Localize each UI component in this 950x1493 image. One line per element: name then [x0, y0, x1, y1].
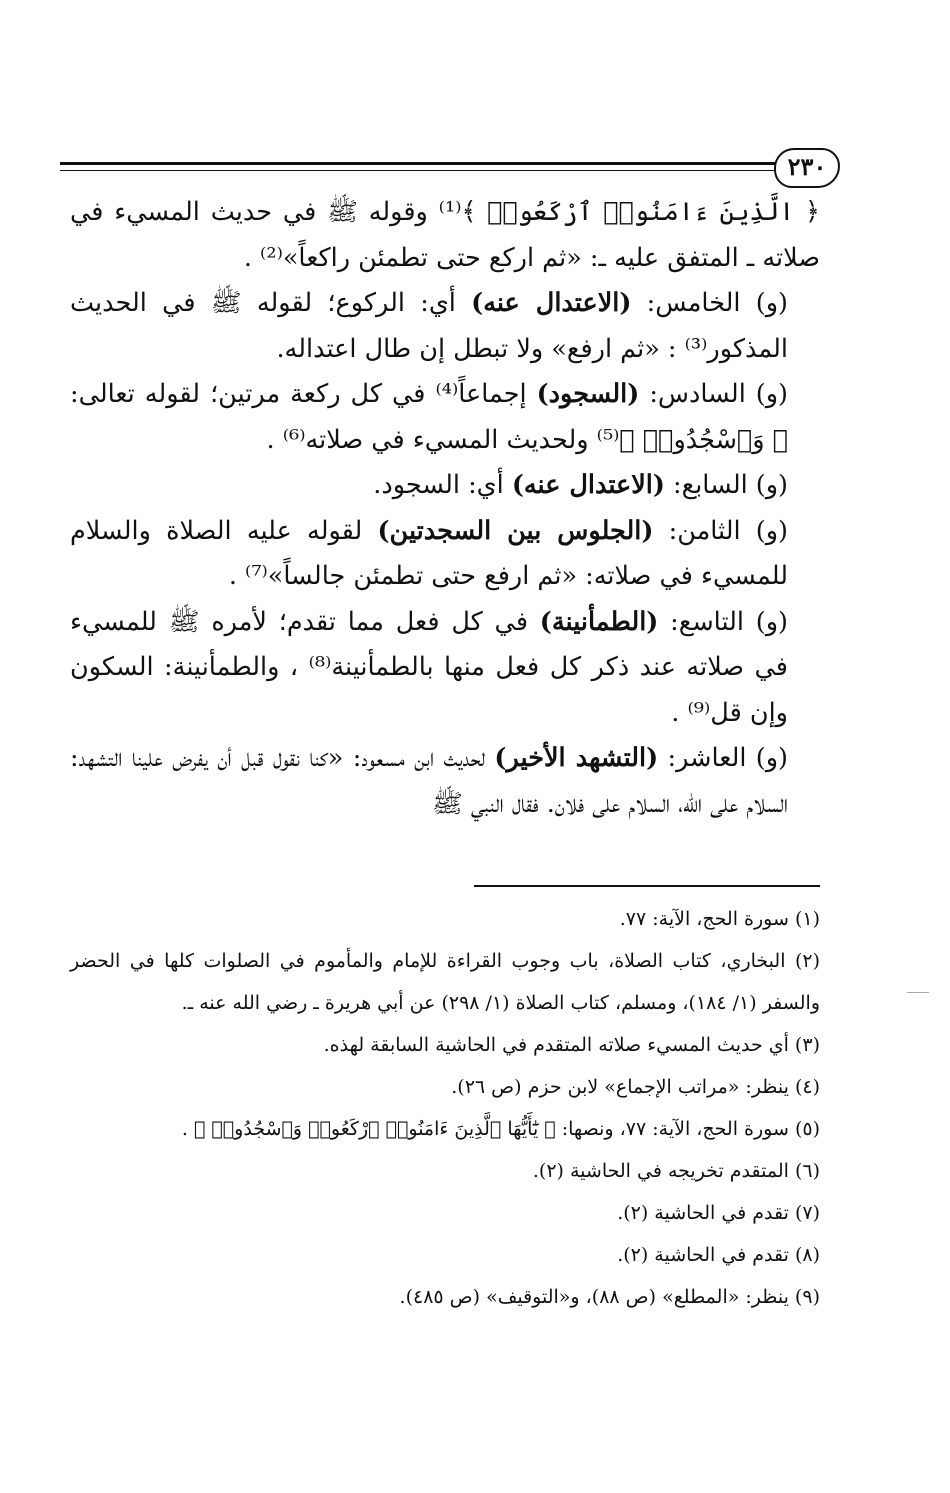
footnotes: [70, 898, 820, 1318]
header-rule-thin: [60, 170, 780, 171]
paragraph-sixth-pillar: (و) السادس: (السجود) إجماعاً⁽⁴⁾ في كل ركعة مرتين؛ لقوله تعالى: ﴿ وَٱسْجُدُوا۟ ﴾⁽⁵⁾ ولحديث المسيء في صلاته⁽⁶⁾ .: [70, 379, 788, 455]
footnote-4: (٤) ينظر: «مراتب الإجماع» لابن حزم (ص ٢٦).: [451, 1076, 820, 1098]
header-rule-thick: [60, 162, 780, 165]
footnote-3: (٣) أي حديث المسيء صلاته المتقدم في الحاشية السابقة لهذه.: [323, 1034, 820, 1056]
footnote-7: (٧) تقدم في الحاشية (٢).: [617, 1202, 820, 1224]
footnote-1: (١) سورة الحج، الآية: ٧٧.: [619, 908, 820, 930]
footnote-9: (٩) ينظر: «المطلع» (ص ٨٨)، و«التوقيف» (ص ٤٨٥).: [399, 1286, 820, 1308]
footnote-separator: [474, 885, 820, 887]
paragraph-ninth-pillar: (و) التاسع: (الطمأنينة) في كل فعل مما تقدم؛ لأمره ﷺ للمسيء في صلاته عند ذكر كل فعل منها بالطمأنينة⁽⁸⁾ ، والطمأنينة: السكون وإن قل⁽⁹⁾ .: [70, 606, 788, 728]
page-number: ٢٣٠: [774, 148, 840, 188]
footnote-8: (٨) تقدم في الحاشية (٢).: [617, 1244, 820, 1266]
paragraph-verse-continuation: ﴿ الَّذِينَ ءَامَنُوا۟ ٱرْكَعُوا۟ ﴾⁽¹⁾ وقوله ﷺ في حديث المسيء في صلاته ـ المتفق عليه ـ: «ثم اركع حتى تطمئن راكعاً»⁽²⁾ .: [70, 197, 820, 273]
footnote-6: (٦) المتقدم تخريجه في الحاشية (٢).: [532, 1160, 820, 1182]
footnote-5: (٥) سورة الحج، الآية: ٧٧، ونصها: ﴿ يَٰٓأَيُّهَا ٱلَّذِينَ ءَامَنُوا۟ ٱرْكَعُوا۟ وَٱسْجُدُوا۟ ﴾ .: [181, 1118, 820, 1140]
paragraph-seventh-pillar: (و) السابع: (الاعتدال عنه) أي: السجود.: [373, 470, 788, 500]
paragraph-fifth-pillar: (و) الخامس: (الاعتدال عنه) أي: الركوع؛ لقوله ﷺ في الحديث المذكور⁽³⁾ : «ثم ارفع» ولا تبطل إن طال اعتداله.: [70, 288, 788, 364]
margin-mark: [907, 992, 929, 993]
paragraph-eighth-pillar: (و) الثامن: (الجلوس بين السجدتين) لقوله عليه الصلاة والسلام للمسيء في صلاته: «ثم ارفع حتى تطمئن جالساً»⁽⁷⁾ .: [70, 515, 788, 591]
page-header: [60, 148, 840, 188]
footnote-2: (٢) البخاري، كتاب الصلاة، باب وجوب القراءة للإمام والمأموم في الصلوات كلها في الحضر والسفر (١/ ١٨٤)، ومسلم، كتاب الصلاة (١/ ٢٩٨) عن أبي هريرة ـ رضي الله عنه ـ.: [70, 950, 820, 1014]
paragraph-tenth-pillar: (و) العاشر: (التشهد الأخير) لحديث ابن مسعود: «كنا نقول قبل أن يفرض علينا التشهد: السلام على الله، السلام على فلان. فقال النبي ﷺ: [70, 743, 788, 819]
main-text: [70, 190, 820, 827]
